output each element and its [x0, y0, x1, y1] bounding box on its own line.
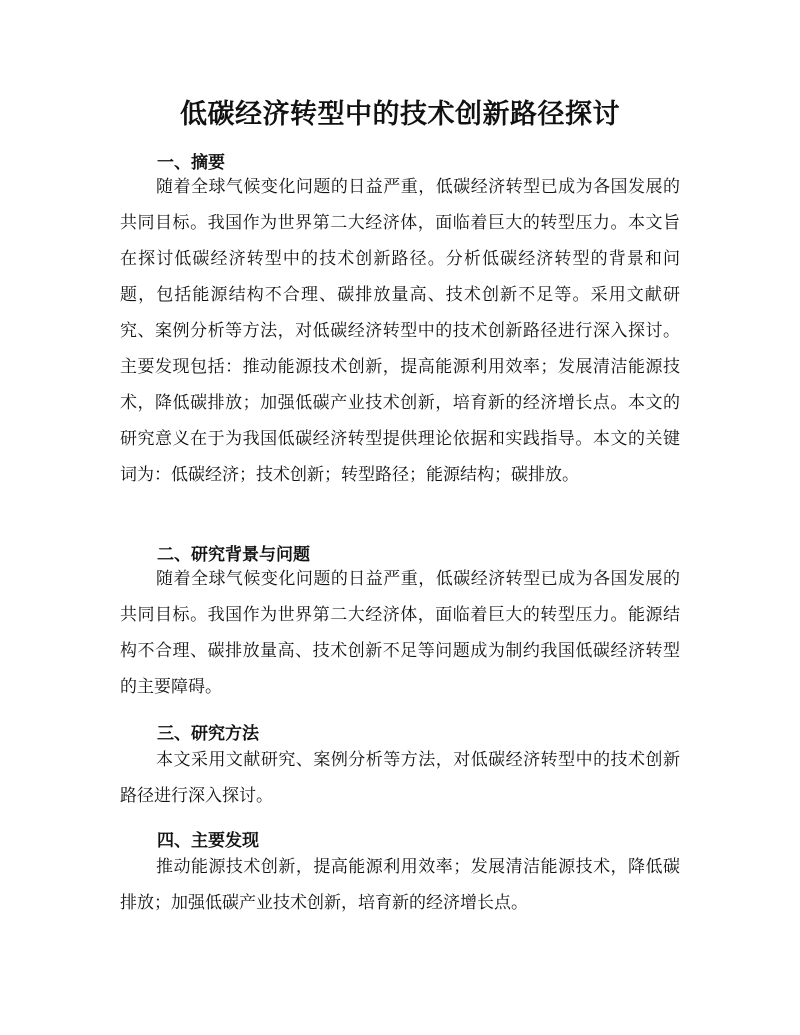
section-text-abstract: 随着全球气候变化问题的日益严重，低碳经济转型已成为各国发展的共同目标。我国作为世界第二大经济体，面临着巨大的转型压力。本文旨在探讨低碳经济转型中的技术创新路径。分析低碳经济转型的背景和问题，包括能源结构不合理、碳排放量高、技术创新不足等。采用文献研究、案例分析等方法，对低碳经济转型中的技术创新路径进行深入探讨。主要发现包括：推动能源技术创新，提高能源利用效率；发展清洁能源技术，降低碳排放；加强低碳产业技术创新，培育新的经济增长点。本文的研究意义在于为我国低碳经济转型提供理论依据和实践指导。本文的关键词为：低碳经济；技术创新；转型路径；能源结构；碳排放。: [120, 177, 680, 485]
section-heading-abstract: 一、摘要: [157, 153, 225, 173]
section-text-background: 随着全球气候变化问题的日益严重，低碳经济转型已成为各国发展的共同目标。我国作为世界第二大经济体，面临着巨大的转型压力。能源结构不合理、碳排放量高、技术创新不足等问题成为制约我国低碳经济转型的主要障碍。: [120, 569, 680, 697]
section-heading-methods: 三、研究方法: [157, 724, 259, 744]
section-text-methods: 本文采用文献研究、案例分析等方法，对低碳经济转型中的技术创新路径进行深入探讨。: [120, 750, 680, 806]
section-heading-background: 二、研究背景与问题: [157, 545, 310, 565]
document-title: 低碳经济转型中的技术创新路径探讨: [180, 99, 620, 130]
section-heading-findings: 四、主要发现: [157, 831, 259, 851]
section-text-findings: 推动能源技术创新，提高能源利用效率；发展清洁能源技术，降低碳排放；加强低碳产业技术创新，培育新的经济增长点。: [120, 857, 680, 913]
